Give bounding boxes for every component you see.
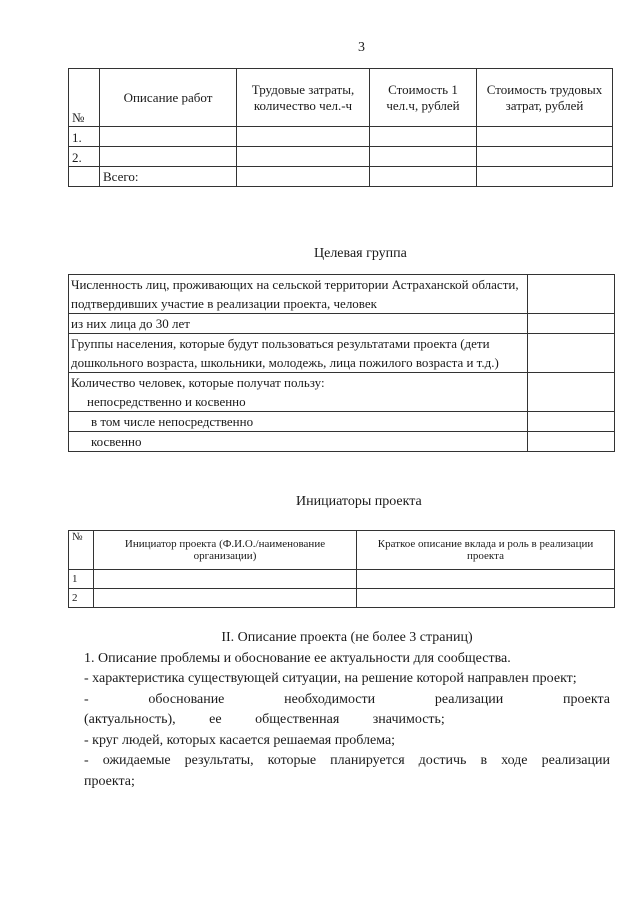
table-row <box>69 275 615 314</box>
table-cell <box>94 570 357 589</box>
col-total-cost-header: Стоимость трудовых затрат, рублей <box>477 69 613 127</box>
table-cell <box>477 147 613 167</box>
table-cell <box>370 167 477 187</box>
table-cell <box>69 167 100 187</box>
target-row-label: Группы населения, которые будут пользоваться результатами проекта (дети дошкольного возраста, школьники, молодежь, лица пожилого возраста и т.д.) <box>69 334 528 373</box>
target-row-label <box>69 373 528 412</box>
beneficiaries-total: непосредственно и косвенно <box>87 394 246 409</box>
table-row <box>69 147 613 167</box>
table-cell <box>370 127 477 147</box>
value-cell <box>528 432 615 452</box>
value-cell <box>528 314 615 334</box>
target-row-label: косвенно <box>69 432 528 452</box>
col-unit-cost-header: Стоимость 1 чел.ч, рублей <box>370 69 477 127</box>
table-cell <box>370 147 477 167</box>
project-description-section <box>84 628 610 792</box>
target-row-label: в том числе непосредственно <box>69 412 528 432</box>
col-labor-header: Трудовые затраты, количество чел.-ч <box>237 69 370 127</box>
paragraph: - ожидаемые результаты, которые планируется достичь в ходе реализации проекта; <box>84 753 610 789</box>
table-cell <box>357 589 615 608</box>
paragraph: - круг людей, которых касается решаемая проблема; <box>84 732 396 748</box>
col-role-header: Краткое описание вклада и роль в реализации проекта <box>357 531 615 570</box>
table-cell <box>94 589 357 608</box>
table-row <box>69 432 615 452</box>
target-group-table <box>68 274 615 452</box>
row-number: 2. <box>69 147 100 167</box>
target-row-label: Численность лиц, проживающих на сельской территории Астраханской области, подтвердивших участие в реализации проекта, человек <box>69 275 528 314</box>
table-cell <box>237 167 370 187</box>
row-number: 1. <box>69 127 100 147</box>
row-number: 1 <box>69 570 94 589</box>
initiators-title: Инициаторы проекта <box>296 494 422 509</box>
paragraph: - обоснование необходимости реализации проекта (актуальность), ее общественная значимость; <box>84 691 610 727</box>
value-cell <box>528 275 615 314</box>
table-cell <box>357 570 615 589</box>
beneficiaries-heading: Количество человек, которые получат пользу: <box>71 375 325 390</box>
section-heading: II. Описание проекта (не более 3 страниц) <box>221 630 473 645</box>
target-group-title: Целевая группа <box>314 246 407 261</box>
value-cell <box>528 373 615 412</box>
table-row <box>69 314 615 334</box>
table-cell <box>237 147 370 167</box>
table-row <box>69 167 613 187</box>
value-cell <box>528 412 615 432</box>
col-work-header: Описание работ <box>100 69 237 127</box>
value-cell <box>528 334 615 373</box>
row-number: 2 <box>69 589 94 608</box>
target-row-label: из них лица до 30 лет <box>69 314 528 334</box>
table-row <box>69 412 615 432</box>
table-cell <box>100 147 237 167</box>
table-row <box>69 373 615 412</box>
table-cell <box>477 127 613 147</box>
labor-costs-table <box>68 68 613 187</box>
table-cell <box>477 167 613 187</box>
col-initiator-header: Инициатор проекта (Ф.И.О./наименование организации) <box>94 531 357 570</box>
table-cell <box>237 127 370 147</box>
table-header-row <box>69 531 615 570</box>
total-label: Всего: <box>100 167 237 187</box>
col-num-header: № <box>69 69 100 127</box>
paragraph: 1. Описание проблемы и обоснование ее актуальности для сообщества. <box>84 650 511 666</box>
table-row <box>69 570 615 589</box>
page-number: 3 <box>358 40 365 55</box>
table-header-row <box>69 69 613 127</box>
col-num-header: № <box>69 531 94 570</box>
table-row <box>69 589 615 608</box>
initiators-table <box>68 530 615 608</box>
table-cell <box>100 127 237 147</box>
paragraph: - характеристика существующей ситуации, на решение которой направлен проект; <box>84 671 577 686</box>
table-row <box>69 334 615 373</box>
table-row <box>69 127 613 147</box>
